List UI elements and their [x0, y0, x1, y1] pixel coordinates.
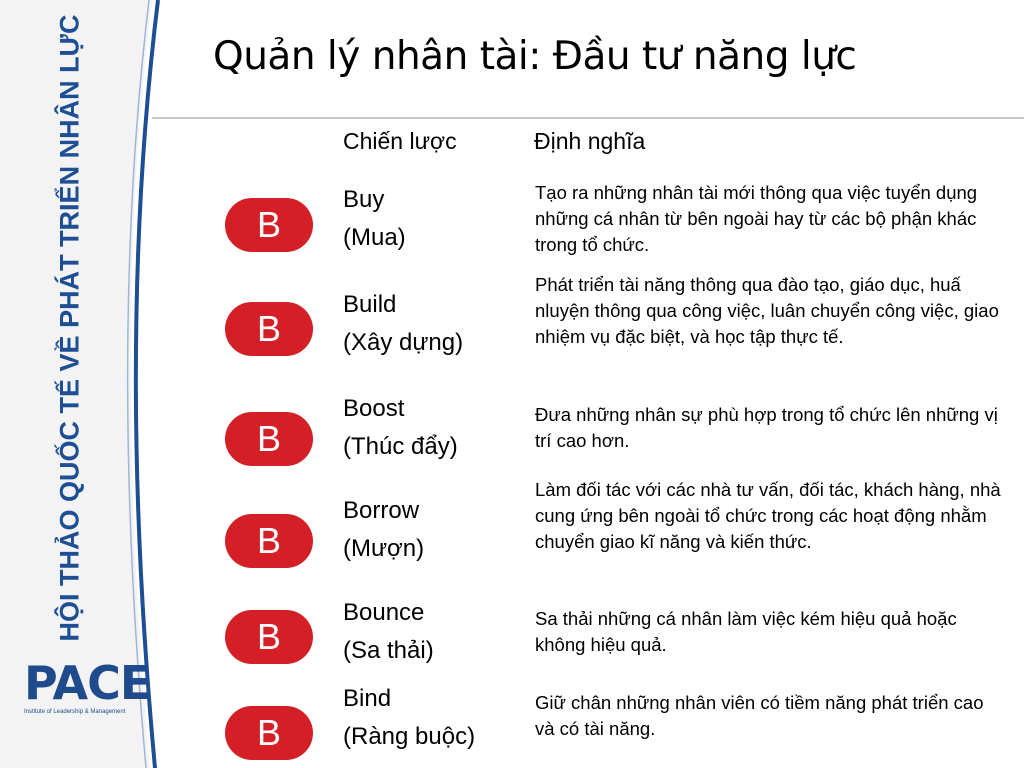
pace-logo: [24, 656, 151, 715]
strategy-badge: B: [225, 412, 313, 466]
strategy-name-en: Bounce: [343, 599, 425, 626]
strategy-name-en: Borrow: [343, 497, 420, 524]
strategy-badge: B: [225, 198, 313, 252]
strategy-definition: Đưa những nhân sự phù hợp trong tổ chức lên những vị trí cao hơn.: [535, 404, 998, 451]
strategy-definition: Giữ chân những nhân viên có tiềm năng phát triển cao và có tài năng.: [535, 692, 984, 739]
strategy-name-vi: (Xây dựng): [343, 329, 464, 356]
strategy-name-en: Build: [343, 291, 397, 318]
strategy-name: [343, 288, 463, 360]
conference-vertical-title: HỘI THẢO QUỐC TẾ VỀ PHÁT TRIỂN NHÂN LỰC: [54, 14, 85, 642]
strategy-name-vi: (Mua): [343, 224, 406, 251]
pace-logo-subtitle: Institute of Leadership & Management: [24, 709, 126, 715]
strategy-name: [343, 183, 406, 255]
strategy-definition: Sa thải những cá nhân làm việc kém hiệu quả hoặc không hiệu quả.: [535, 608, 957, 655]
pace-logo-word: PACE: [24, 656, 151, 710]
strategy-badge: B: [225, 610, 313, 664]
strategy-badge: B: [225, 514, 313, 568]
strategy-name-vi: (Sa thải): [343, 637, 434, 664]
strategy-name: [343, 596, 434, 668]
strategy-name-en: Buy: [343, 186, 385, 213]
strategy-name-vi: (Mượn): [343, 535, 425, 562]
strategy-name-vi: (Thúc đẩy): [343, 433, 458, 460]
title-divider: [152, 117, 1024, 119]
strategy-name: [343, 682, 475, 754]
strategy-badge: B: [225, 302, 313, 356]
strategy-badge: B: [225, 706, 313, 760]
strategy-definition: Tạo ra những nhân tài mới thông qua việc tuyển dụng những cá nhân từ bên ngoài hay từ các bộ phận khác trong tổ chức.: [535, 182, 978, 255]
strategy-definition: Phát triển tài năng thông qua đào tạo, giáo dục, huấ nluyện thông qua công việc, luân chuyển công việc, giao nhiệm vụ đặc biệt, và học tập thực tế.: [535, 274, 999, 347]
slide-title: Quản lý nhân tài: Đầu tư năng lực: [213, 34, 857, 79]
strategy-name: [343, 494, 424, 566]
strategy-name-en: Boost: [343, 395, 405, 422]
strategy-definition: Làm đối tác với các nhà tư vấn, đối tác, khách hàng, nhà cung ứng bên ngoài tổ chức trong các hoạt động nhằm chuyển giao kĩ năng và kiến thức.: [535, 479, 1001, 552]
header-definition: Định nghĩa: [534, 128, 646, 154]
header-strategy: Chiến lược: [343, 128, 457, 154]
strategy-name-en: Bind: [343, 685, 392, 712]
strategy-name-vi: (Ràng buộc): [343, 723, 476, 750]
strategy-name: [343, 392, 458, 464]
